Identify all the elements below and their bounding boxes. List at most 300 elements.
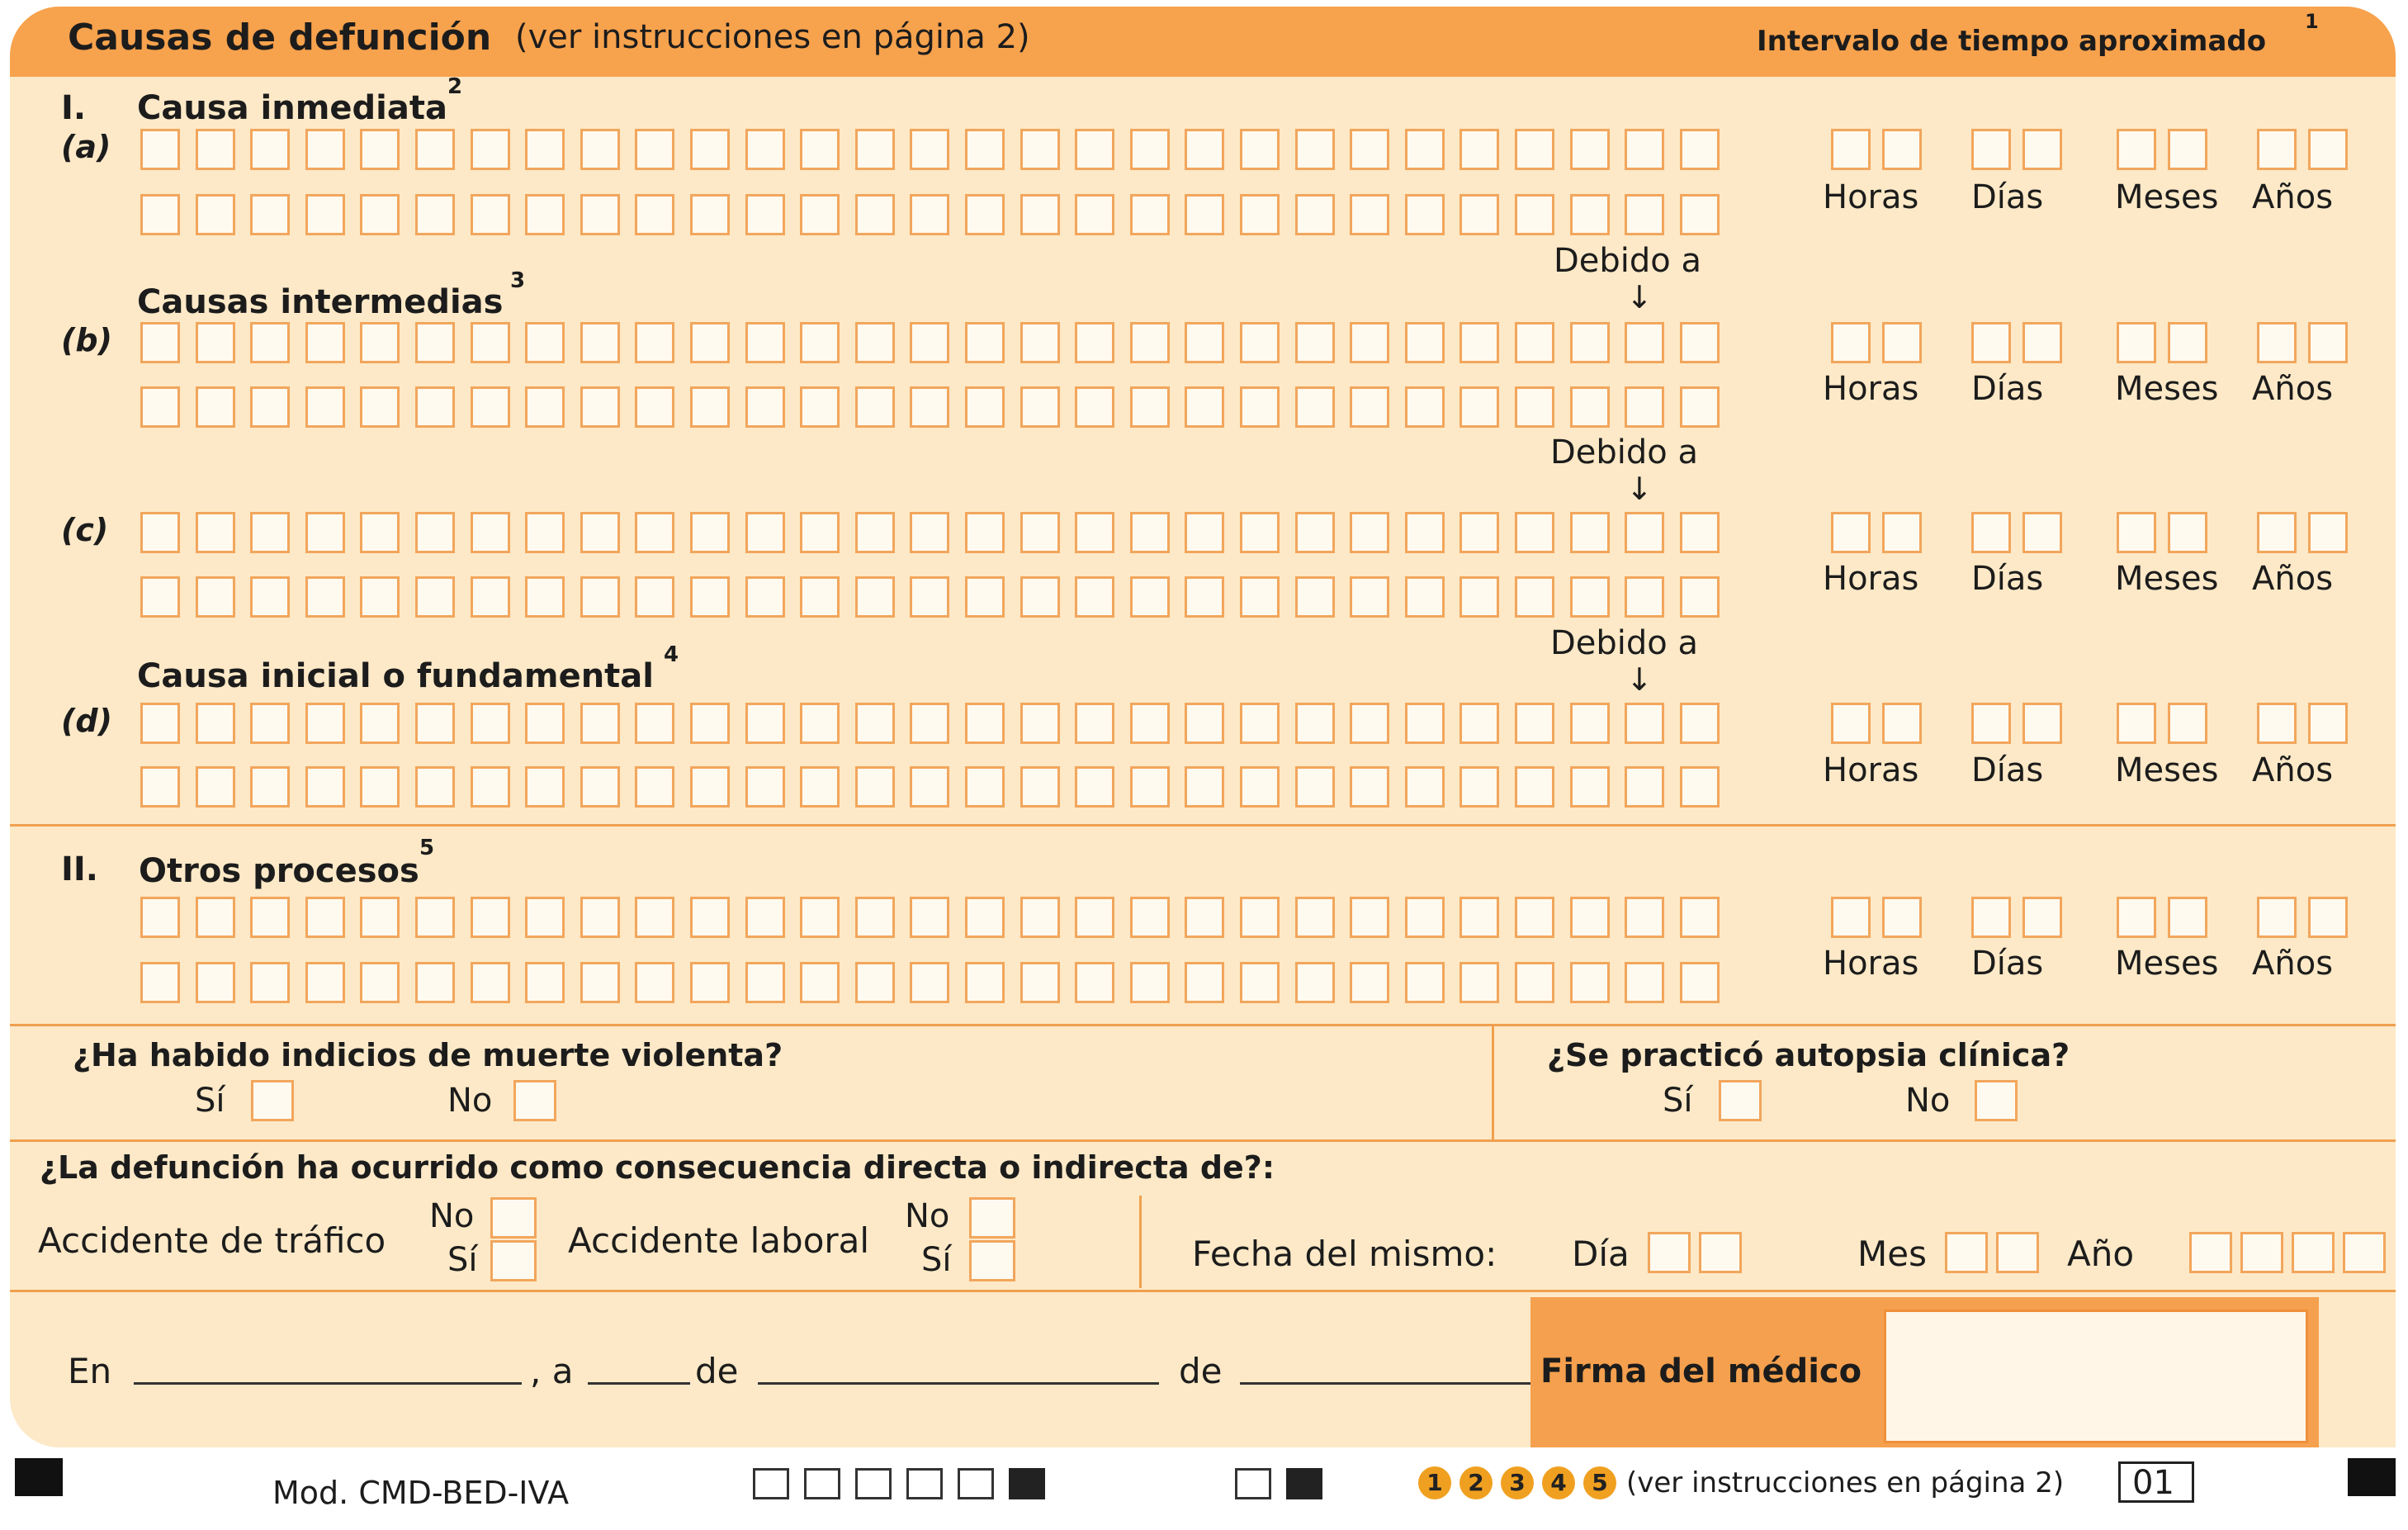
cause-char-box[interactable]	[1515, 576, 1554, 618]
cause-char-box[interactable]	[1405, 766, 1445, 808]
cause-char-box[interactable]	[305, 194, 345, 235]
laboral-si-checkbox[interactable]	[969, 1240, 1015, 1281]
cause-char-box[interactable]	[1020, 962, 1060, 1003]
cause-char-box[interactable]	[1459, 194, 1499, 235]
cause-char-box[interactable]	[1350, 194, 1389, 235]
cause-char-box[interactable]	[800, 962, 840, 1003]
cause-char-box[interactable]	[1295, 766, 1335, 808]
cause-char-box[interactable]	[196, 897, 235, 938]
cause-char-box[interactable]	[635, 703, 674, 744]
cause-char-box[interactable]	[525, 962, 565, 1003]
fecha-ano-digit-2[interactable]	[2240, 1232, 2283, 1273]
cause-char-box[interactable]	[1405, 703, 1445, 744]
cause-char-box[interactable]	[471, 897, 510, 938]
cause-char-box[interactable]	[525, 766, 565, 808]
cause-char-box[interactable]	[855, 703, 895, 744]
cause-char-box[interactable]	[745, 194, 785, 235]
cause-char-box[interactable]	[1570, 576, 1610, 618]
cause-char-box[interactable]	[965, 703, 1005, 744]
cause-char-box[interactable]	[1405, 386, 1445, 428]
cause-char-box[interactable]	[1185, 129, 1224, 170]
cause-char-box[interactable]	[1020, 129, 1060, 170]
cause-char-box[interactable]	[471, 194, 510, 235]
cause-char-box[interactable]	[1185, 766, 1224, 808]
time-interval-box[interactable]	[2168, 897, 2207, 938]
cause-char-box[interactable]	[690, 766, 730, 808]
cause-char-box[interactable]	[1515, 703, 1554, 744]
cause-char-box[interactable]	[525, 897, 565, 938]
cause-char-box[interactable]	[196, 386, 235, 428]
time-interval-box[interactable]	[1831, 322, 1871, 363]
cause-char-box[interactable]	[690, 194, 730, 235]
time-interval-box[interactable]	[1971, 703, 2011, 744]
cause-char-box[interactable]	[1405, 576, 1445, 618]
cause-char-box[interactable]	[1459, 703, 1499, 744]
cause-char-box[interactable]	[196, 194, 235, 235]
cause-char-box[interactable]	[1625, 386, 1664, 428]
time-interval-box[interactable]	[2117, 512, 2156, 553]
cause-char-box[interactable]	[1130, 703, 1170, 744]
cause-char-box[interactable]	[1185, 703, 1224, 744]
cause-char-box[interactable]	[471, 512, 510, 553]
cause-char-box[interactable]	[1625, 322, 1664, 363]
cause-char-box[interactable]	[1515, 386, 1554, 428]
cause-char-box[interactable]	[800, 766, 840, 808]
dia-line[interactable]	[588, 1382, 690, 1385]
time-interval-box[interactable]	[2257, 703, 2297, 744]
cause-char-box[interactable]	[1680, 962, 1720, 1003]
cause-char-box[interactable]	[855, 897, 895, 938]
cause-char-box[interactable]	[910, 194, 949, 235]
cause-char-box[interactable]	[1075, 766, 1114, 808]
cause-char-box[interactable]	[250, 962, 290, 1003]
cause-char-box[interactable]	[1625, 962, 1664, 1003]
cause-char-box[interactable]	[471, 766, 510, 808]
cause-char-box[interactable]	[800, 386, 840, 428]
cause-char-box[interactable]	[800, 512, 840, 553]
cause-char-box[interactable]	[800, 897, 840, 938]
cause-char-box[interactable]	[1020, 386, 1060, 428]
time-interval-box[interactable]	[2257, 322, 2297, 363]
cause-char-box[interactable]	[360, 322, 400, 363]
time-interval-box[interactable]	[1882, 703, 1922, 744]
cause-char-box[interactable]	[1240, 766, 1280, 808]
cause-char-box[interactable]	[196, 962, 235, 1003]
cause-char-box[interactable]	[910, 129, 949, 170]
time-interval-box[interactable]	[2308, 703, 2348, 744]
cause-char-box[interactable]	[1130, 322, 1170, 363]
cause-char-box[interactable]	[1350, 129, 1389, 170]
lugar-line[interactable]	[134, 1382, 522, 1385]
time-interval-box[interactable]	[1831, 512, 1871, 553]
cause-char-box[interactable]	[1130, 512, 1170, 553]
cause-char-box[interactable]	[1075, 962, 1114, 1003]
cause-char-box[interactable]	[1570, 194, 1610, 235]
cause-char-box[interactable]	[1185, 962, 1224, 1003]
cause-char-box[interactable]	[1020, 897, 1060, 938]
cause-char-box[interactable]	[910, 322, 949, 363]
fecha-ano-digit-4[interactable]	[2343, 1232, 2386, 1273]
cause-char-box[interactable]	[855, 322, 895, 363]
cause-char-box[interactable]	[1350, 962, 1389, 1003]
cause-char-box[interactable]	[1130, 194, 1170, 235]
cause-char-box[interactable]	[1680, 576, 1720, 618]
fecha-dia-digit-2[interactable]	[1699, 1232, 1742, 1273]
cause-char-box[interactable]	[1075, 576, 1114, 618]
cause-char-box[interactable]	[1020, 322, 1060, 363]
cause-char-box[interactable]	[250, 703, 290, 744]
cause-char-box[interactable]	[580, 766, 620, 808]
cause-char-box[interactable]	[305, 962, 345, 1003]
cause-char-box[interactable]	[305, 897, 345, 938]
cause-char-box[interactable]	[471, 576, 510, 618]
cause-char-box[interactable]	[580, 962, 620, 1003]
cause-char-box[interactable]	[1185, 512, 1224, 553]
cause-char-box[interactable]	[690, 703, 730, 744]
trafico-no-checkbox[interactable]	[490, 1197, 537, 1239]
cause-char-box[interactable]	[1240, 962, 1280, 1003]
cause-char-box[interactable]	[196, 512, 235, 553]
cause-char-box[interactable]	[1240, 322, 1280, 363]
cause-char-box[interactable]	[140, 703, 180, 744]
cause-char-box[interactable]	[1459, 512, 1499, 553]
time-interval-box[interactable]	[1882, 512, 1922, 553]
cause-char-box[interactable]	[800, 703, 840, 744]
cause-char-box[interactable]	[415, 322, 455, 363]
cause-char-box[interactable]	[1185, 322, 1224, 363]
cause-char-box[interactable]	[525, 194, 565, 235]
cause-char-box[interactable]	[196, 766, 235, 808]
cause-char-box[interactable]	[745, 962, 785, 1003]
cause-char-box[interactable]	[1020, 512, 1060, 553]
cause-char-box[interactable]	[360, 897, 400, 938]
cause-char-box[interactable]	[1020, 766, 1060, 808]
time-interval-box[interactable]	[2022, 703, 2062, 744]
cause-char-box[interactable]	[305, 386, 345, 428]
cause-char-box[interactable]	[580, 703, 620, 744]
cause-char-box[interactable]	[1130, 962, 1170, 1003]
cause-char-box[interactable]	[800, 322, 840, 363]
cause-char-box[interactable]	[1680, 703, 1720, 744]
cause-char-box[interactable]	[1625, 194, 1664, 235]
cause-char-box[interactable]	[360, 962, 400, 1003]
cause-char-box[interactable]	[745, 897, 785, 938]
cause-char-box[interactable]	[1459, 962, 1499, 1003]
cause-char-box[interactable]	[910, 766, 949, 808]
cause-char-box[interactable]	[1405, 322, 1445, 363]
cause-char-box[interactable]	[1295, 386, 1335, 428]
cause-char-box[interactable]	[1185, 897, 1224, 938]
cause-char-box[interactable]	[635, 766, 674, 808]
cause-char-box[interactable]	[580, 897, 620, 938]
cause-char-box[interactable]	[580, 386, 620, 428]
cause-char-box[interactable]	[1240, 703, 1280, 744]
cause-char-box[interactable]	[250, 386, 290, 428]
time-interval-box[interactable]	[1882, 897, 1922, 938]
cause-char-box[interactable]	[415, 512, 455, 553]
cause-char-box[interactable]	[1680, 129, 1720, 170]
laboral-no-checkbox[interactable]	[969, 1197, 1015, 1239]
cause-char-box[interactable]	[1295, 322, 1335, 363]
cause-char-box[interactable]	[305, 129, 345, 170]
cause-char-box[interactable]	[745, 703, 785, 744]
cause-char-box[interactable]	[965, 897, 1005, 938]
cause-char-box[interactable]	[1075, 386, 1114, 428]
cause-char-box[interactable]	[471, 322, 510, 363]
cause-char-box[interactable]	[196, 576, 235, 618]
cause-char-box[interactable]	[1570, 322, 1610, 363]
cause-char-box[interactable]	[1295, 512, 1335, 553]
cause-char-box[interactable]	[360, 766, 400, 808]
cause-char-box[interactable]	[525, 322, 565, 363]
time-interval-box[interactable]	[1831, 703, 1871, 744]
cause-char-box[interactable]	[1570, 766, 1610, 808]
cause-char-box[interactable]	[745, 129, 785, 170]
cause-char-box[interactable]	[690, 962, 730, 1003]
ano-line[interactable]	[1240, 1382, 1530, 1385]
fecha-mes-digit-1[interactable]	[1945, 1232, 1988, 1273]
cause-char-box[interactable]	[855, 194, 895, 235]
cause-char-box[interactable]	[635, 576, 674, 618]
cause-char-box[interactable]	[415, 766, 455, 808]
time-interval-box[interactable]	[2022, 322, 2062, 363]
time-interval-box[interactable]	[2022, 129, 2062, 170]
cause-char-box[interactable]	[1130, 129, 1170, 170]
cause-char-box[interactable]	[415, 386, 455, 428]
cause-char-box[interactable]	[1350, 766, 1389, 808]
cause-char-box[interactable]	[471, 386, 510, 428]
cause-char-box[interactable]	[635, 897, 674, 938]
cause-char-box[interactable]	[1240, 386, 1280, 428]
time-interval-box[interactable]	[1831, 897, 1871, 938]
cause-char-box[interactable]	[690, 322, 730, 363]
cause-char-box[interactable]	[690, 897, 730, 938]
cause-char-box[interactable]	[745, 322, 785, 363]
cause-char-box[interactable]	[360, 386, 400, 428]
cause-char-box[interactable]	[1459, 129, 1499, 170]
cause-char-box[interactable]	[1075, 194, 1114, 235]
cause-char-box[interactable]	[635, 194, 674, 235]
cause-char-box[interactable]	[800, 576, 840, 618]
time-interval-box[interactable]	[1882, 322, 1922, 363]
time-interval-box[interactable]	[2022, 897, 2062, 938]
cause-char-box[interactable]	[140, 512, 180, 553]
cause-char-box[interactable]	[140, 962, 180, 1003]
time-interval-box[interactable]	[2308, 129, 2348, 170]
cause-char-box[interactable]	[471, 703, 510, 744]
cause-char-box[interactable]	[1130, 576, 1170, 618]
cause-char-box[interactable]	[1570, 512, 1610, 553]
time-interval-box[interactable]	[1971, 897, 2011, 938]
time-interval-box[interactable]	[2168, 129, 2207, 170]
cause-char-box[interactable]	[910, 386, 949, 428]
cause-char-box[interactable]	[745, 576, 785, 618]
cause-char-box[interactable]	[1240, 512, 1280, 553]
cause-char-box[interactable]	[1405, 512, 1445, 553]
cause-char-box[interactable]	[910, 897, 949, 938]
cause-char-box[interactable]	[1515, 766, 1554, 808]
fecha-ano-digit-3[interactable]	[2292, 1232, 2335, 1273]
cause-char-box[interactable]	[1350, 576, 1389, 618]
time-interval-box[interactable]	[2257, 897, 2297, 938]
cause-char-box[interactable]	[965, 576, 1005, 618]
cause-char-box[interactable]	[965, 194, 1005, 235]
time-interval-box[interactable]	[2308, 897, 2348, 938]
cause-char-box[interactable]	[360, 512, 400, 553]
autopsia-no-checkbox[interactable]	[1975, 1080, 2018, 1121]
time-interval-box[interactable]	[1971, 322, 2011, 363]
cause-char-box[interactable]	[965, 129, 1005, 170]
time-interval-box[interactable]	[2117, 897, 2156, 938]
cause-char-box[interactable]	[1570, 386, 1610, 428]
cause-char-box[interactable]	[1515, 322, 1554, 363]
cause-char-box[interactable]	[1240, 129, 1280, 170]
cause-char-box[interactable]	[1240, 194, 1280, 235]
cause-char-box[interactable]	[910, 703, 949, 744]
time-interval-box[interactable]	[1971, 512, 2011, 553]
cause-char-box[interactable]	[1625, 703, 1664, 744]
cause-char-box[interactable]	[1405, 962, 1445, 1003]
cause-char-box[interactable]	[1680, 512, 1720, 553]
time-interval-box[interactable]	[1831, 129, 1871, 170]
cause-char-box[interactable]	[471, 129, 510, 170]
cause-char-box[interactable]	[965, 766, 1005, 808]
cause-char-box[interactable]	[305, 512, 345, 553]
cause-char-box[interactable]	[1075, 512, 1114, 553]
cause-char-box[interactable]	[1515, 897, 1554, 938]
cause-char-box[interactable]	[1350, 386, 1389, 428]
time-interval-box[interactable]	[2168, 512, 2207, 553]
cause-char-box[interactable]	[635, 322, 674, 363]
cause-char-box[interactable]	[690, 129, 730, 170]
cause-char-box[interactable]	[250, 512, 290, 553]
cause-char-box[interactable]	[360, 194, 400, 235]
cause-char-box[interactable]	[1459, 386, 1499, 428]
cause-char-box[interactable]	[305, 703, 345, 744]
cause-char-box[interactable]	[1350, 512, 1389, 553]
cause-char-box[interactable]	[250, 322, 290, 363]
cause-char-box[interactable]	[1625, 766, 1664, 808]
cause-char-box[interactable]	[1185, 576, 1224, 618]
cause-char-box[interactable]	[580, 194, 620, 235]
cause-char-box[interactable]	[1570, 129, 1610, 170]
cause-char-box[interactable]	[745, 766, 785, 808]
cause-char-box[interactable]	[1515, 194, 1554, 235]
cause-char-box[interactable]	[140, 194, 180, 235]
cause-char-box[interactable]	[196, 322, 235, 363]
cause-char-box[interactable]	[965, 322, 1005, 363]
cause-char-box[interactable]	[140, 766, 180, 808]
cause-char-box[interactable]	[140, 897, 180, 938]
cause-char-box[interactable]	[250, 129, 290, 170]
cause-char-box[interactable]	[1515, 512, 1554, 553]
cause-char-box[interactable]	[965, 386, 1005, 428]
cause-char-box[interactable]	[855, 766, 895, 808]
cause-char-box[interactable]	[415, 962, 455, 1003]
time-interval-box[interactable]	[2308, 322, 2348, 363]
cause-char-box[interactable]	[360, 129, 400, 170]
cause-char-box[interactable]	[745, 512, 785, 553]
cause-char-box[interactable]	[635, 512, 674, 553]
cause-char-box[interactable]	[745, 386, 785, 428]
cause-char-box[interactable]	[1350, 897, 1389, 938]
time-interval-box[interactable]	[2117, 129, 2156, 170]
cause-char-box[interactable]	[1570, 897, 1610, 938]
cause-char-box[interactable]	[1020, 576, 1060, 618]
cause-char-box[interactable]	[360, 703, 400, 744]
time-interval-box[interactable]	[2308, 512, 2348, 553]
cause-char-box[interactable]	[1459, 322, 1499, 363]
cause-char-box[interactable]	[855, 512, 895, 553]
cause-char-box[interactable]	[250, 766, 290, 808]
time-interval-box[interactable]	[2117, 322, 2156, 363]
cause-char-box[interactable]	[855, 129, 895, 170]
cause-char-box[interactable]	[855, 962, 895, 1003]
cause-char-box[interactable]	[855, 386, 895, 428]
cause-char-box[interactable]	[250, 897, 290, 938]
cause-char-box[interactable]	[1295, 129, 1335, 170]
cause-char-box[interactable]	[1680, 386, 1720, 428]
cause-char-box[interactable]	[1680, 766, 1720, 808]
cause-char-box[interactable]	[1020, 194, 1060, 235]
time-interval-box[interactable]	[2168, 322, 2207, 363]
cause-char-box[interactable]	[910, 512, 949, 553]
cause-char-box[interactable]	[690, 576, 730, 618]
time-interval-box[interactable]	[2168, 703, 2207, 744]
muerte-violenta-no-checkbox[interactable]	[513, 1080, 556, 1121]
cause-char-box[interactable]	[1295, 576, 1335, 618]
fecha-dia-digit-1[interactable]	[1648, 1232, 1691, 1273]
cause-char-box[interactable]	[1625, 897, 1664, 938]
cause-char-box[interactable]	[1075, 703, 1114, 744]
cause-char-box[interactable]	[690, 512, 730, 553]
cause-char-box[interactable]	[800, 129, 840, 170]
firma-signature-box[interactable]	[1884, 1310, 2308, 1443]
cause-char-box[interactable]	[525, 386, 565, 428]
cause-char-box[interactable]	[635, 129, 674, 170]
cause-char-box[interactable]	[305, 766, 345, 808]
cause-char-box[interactable]	[1680, 322, 1720, 363]
cause-char-box[interactable]	[1295, 897, 1335, 938]
cause-char-box[interactable]	[471, 962, 510, 1003]
cause-char-box[interactable]	[1680, 194, 1720, 235]
cause-char-box[interactable]	[415, 194, 455, 235]
cause-char-box[interactable]	[1625, 576, 1664, 618]
cause-char-box[interactable]	[305, 322, 345, 363]
cause-char-box[interactable]	[1295, 194, 1335, 235]
cause-char-box[interactable]	[1185, 194, 1224, 235]
cause-char-box[interactable]	[196, 129, 235, 170]
cause-char-box[interactable]	[910, 576, 949, 618]
mes-line[interactable]	[758, 1382, 1159, 1385]
cause-char-box[interactable]	[965, 962, 1005, 1003]
cause-char-box[interactable]	[1405, 194, 1445, 235]
time-interval-box[interactable]	[1971, 129, 2011, 170]
cause-char-box[interactable]	[1240, 576, 1280, 618]
autopsia-si-checkbox[interactable]	[1719, 1080, 1762, 1121]
cause-char-box[interactable]	[1625, 129, 1664, 170]
cause-char-box[interactable]	[1130, 897, 1170, 938]
cause-char-box[interactable]	[910, 962, 949, 1003]
time-interval-box[interactable]	[2257, 129, 2297, 170]
cause-char-box[interactable]	[250, 576, 290, 618]
cause-char-box[interactable]	[1350, 322, 1389, 363]
cause-char-box[interactable]	[1240, 897, 1280, 938]
time-interval-box[interactable]	[2117, 703, 2156, 744]
cause-char-box[interactable]	[250, 194, 290, 235]
cause-char-box[interactable]	[690, 386, 730, 428]
cause-char-box[interactable]	[525, 129, 565, 170]
